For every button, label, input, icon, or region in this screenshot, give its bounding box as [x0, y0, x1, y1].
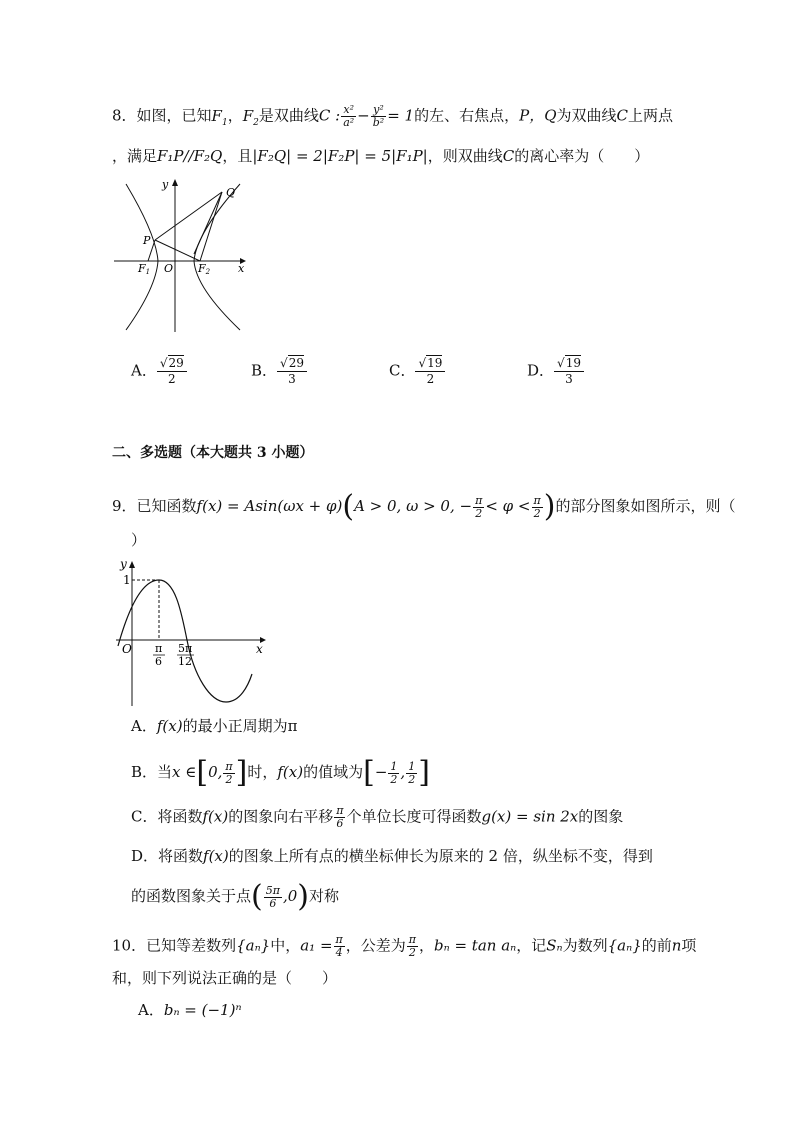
f2-q [200, 192, 222, 261]
q10-line2: 和，则下列说法正确的是（ ） [112, 969, 338, 987]
p-q [155, 192, 222, 240]
fig-label-o: O [164, 262, 174, 275]
fig-label-y: y [120, 557, 127, 571]
fig-label-f1: F1 [138, 262, 151, 276]
fig-label-x: x [238, 262, 245, 275]
q8-number: 8．如图，已知 [112, 106, 212, 125]
y-arrow [172, 179, 178, 186]
sine-curve [118, 580, 252, 702]
q9-option-d[interactable]: D．将函数f(x)的图象上所有点的横坐标伸长为原来的 2 倍，纵坐标不变，得到 [131, 847, 653, 865]
q9-sine-figure [112, 556, 272, 708]
q9-option-a[interactable]: A．f(x)的最小正周期为π [131, 717, 298, 735]
q8-frac-y: $\frac{\text{y²}}{\text{b²}}$ [372, 103, 385, 129]
y-arrow [129, 561, 135, 568]
q9-function: f(x) = Asin(ωx + φ) [196, 497, 343, 515]
q9-line1: 9．已知函数f(x) = Asin(ωx + φ)(A > 0, ω > 0, − $\frac{\pi}{2}$ < φ < $\frac{\pi}{2}$ )的部分图象如图所示，则（ [112, 489, 736, 524]
p-f2 [155, 240, 200, 261]
q8-option-b[interactable]: B． $\frac{√29}{3}$ [251, 356, 307, 387]
q8-option-c[interactable]: C． $\frac{√19}{2}$ [389, 356, 445, 387]
q9-option-b[interactable]: B．当x ∈[0, $\frac{\pi}{2}$ ]时，f(x)的值域为[− $\frac{1}{2}$ , $\frac{1}{2}$ ] [131, 755, 430, 790]
q8-option-a[interactable]: A． $\frac{√29}{2}$ [131, 356, 187, 387]
q10-line1: 10．已知等差数列{aₙ}中，a₁ = $\frac{\pi}{4}$ ，公差为 $\frac{\pi}{2}$ ，bₙ = tan aₙ，记Sₙ为数列{aₙ}的前n项 [112, 933, 697, 959]
fig-label-q: Q [226, 186, 236, 199]
fig-label-pi: π [155, 642, 163, 655]
q8-condition: |F₂Q| = 2|F₂P| = 5|F₁P| [252, 147, 428, 165]
q8-f2: $F_2$ [242, 106, 259, 128]
fig-label-twelve: 12 [178, 655, 192, 668]
q8-line2: ，满足F₁P//F₂Q，且|F₂Q| = 2|F₂P| = 5|F₁P|，则双曲线C的离心率为（ ） [112, 147, 650, 165]
fig-label-o: O [122, 642, 132, 656]
left-branch [126, 184, 158, 330]
q10-option-a[interactable]: A．bₙ = (−1)ⁿ [138, 1001, 242, 1019]
fig-label-one: 1 [123, 573, 131, 587]
fig-label-p: P [143, 234, 151, 247]
q9-line1-close: ） [131, 531, 147, 549]
q8-option-d[interactable]: D． $\frac{√19}{3}$ [527, 356, 584, 387]
fig-label-fivepi: 5π [178, 642, 193, 655]
q8-f1: $F_1$ [211, 106, 228, 128]
branch-q [194, 192, 222, 254]
fig-label-x: x [256, 642, 263, 656]
section-heading: 二、多选题（本大题共 3 小题） [112, 445, 314, 461]
q9-option-d-line2: 的函数图象关于点( $\frac{5\pi}{6}$ ,0)对称 [131, 879, 340, 914]
q8-line1: 8．如图，已知$F_1$，$F_2$是双曲线C : $\frac{\text{x²}}{\text{a²}}$ − $\frac{\text{y²}}{\text{b²}}$ = 1的左、右焦点，P，Q为双曲线C上两点 [112, 103, 674, 129]
fig-label-y: y [162, 178, 169, 191]
q9-option-c[interactable]: C．将函数f(x)的图象向右平移 $\frac{\pi}{6}$ 个单位长度可得函数g(x) = sin 2x的图象 [131, 804, 624, 830]
fig-label-f2: F2 [198, 262, 211, 276]
q8-hyperbola-figure [112, 174, 252, 336]
fig-label-six: 6 [155, 655, 162, 668]
q8-frac-x: $\frac{\text{x²}}{\text{a²}}$ [343, 103, 355, 129]
q8-parallel: F₁P//F₂Q [157, 147, 223, 165]
